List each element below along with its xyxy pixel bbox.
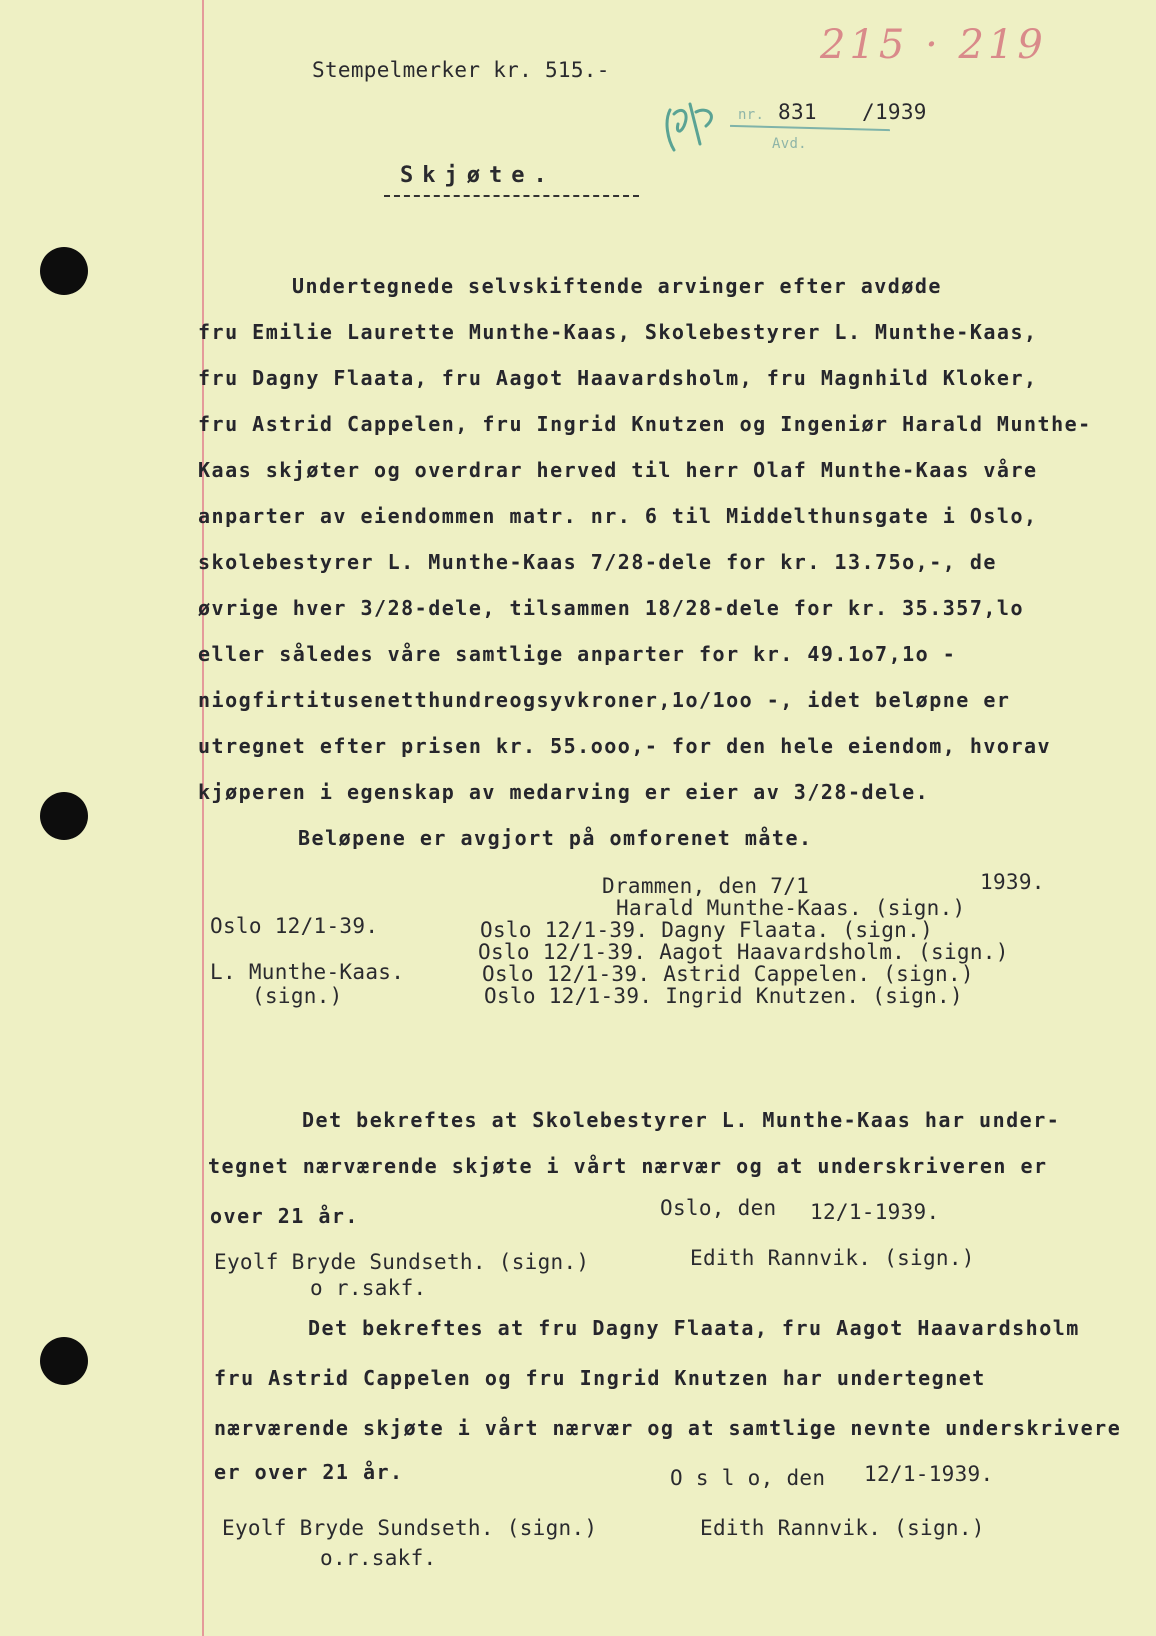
- record-number: 831: [778, 100, 817, 124]
- signature-place-date: Drammen, den 7/1: [602, 874, 810, 898]
- body-line: fru Dagny Flaata, fru Aagot Haavardsholm, fru Magnhild Kloker,: [198, 366, 1038, 390]
- punch-hole-top: [40, 247, 88, 295]
- signature-aagot: Oslo 12/1-39. Aagot Haavardsholm. (sign.): [478, 940, 1009, 964]
- settled-line: Beløpene er avgjort på omforenet måte.: [298, 826, 813, 850]
- stamp-rule: [730, 125, 890, 131]
- body-line: Undertegnede selvskiftende arvinger efter avdøde: [292, 274, 942, 298]
- body-line: fru Astrid Cappelen, fru Ingrid Knutzen og Ingeniør Harald Munthe-: [198, 412, 1092, 436]
- confirmation1-witness2: Edith Rannvik. (sign.): [690, 1246, 975, 1270]
- signature-ingrid: Oslo 12/1-39. Ingrid Knutzen. (sign.): [484, 984, 963, 1008]
- signature-astrid: Oslo 12/1-39. Astrid Cappelen. (sign.): [482, 962, 974, 986]
- margin-rule: [202, 0, 204, 1636]
- body-line: niogfirtitusenetthundreogsyvkroner,1o/1oo -, idet beløpne er: [198, 688, 1011, 712]
- confirmation2-line: fru Astrid Cappelen og fru Ingrid Knutzen har undertegnet: [214, 1366, 986, 1390]
- handwritten-reference: 215 · 219: [820, 22, 1047, 68]
- body-line: utregnet efter prisen kr. 55.ooo,- for den hele eiendom, hvorav: [198, 734, 1052, 758]
- confirmation2-line: er over 21 år.: [214, 1460, 404, 1484]
- confirmation2-line: Det bekreftes at fru Dagny Flaata, fru Aagot Haavardsholm: [308, 1316, 1080, 1340]
- title-underline: [384, 195, 639, 197]
- confirmation2-witness2: Edith Rannvik. (sign.): [700, 1516, 985, 1540]
- confirmation1-witness1-title: o r.sakf.: [310, 1276, 427, 1300]
- document-title: Skjøte.: [400, 163, 556, 188]
- signature-harald: Harald Munthe-Kaas. (sign.): [616, 896, 966, 920]
- confirmation2-line: nærværende skjøte i vårt nærvær og at samtlige nevnte underskrivere: [214, 1416, 1122, 1440]
- signature-year: 1939.: [980, 870, 1045, 894]
- confirmation2-place-date: O s l o, den: [670, 1466, 826, 1490]
- stamp-prefix: nr.: [738, 107, 765, 123]
- signature-lmk-sign: (sign.): [252, 984, 343, 1008]
- body-line: kjøperen i egenskap av medarving er eier av 3/28-dele.: [198, 780, 930, 804]
- confirmation1-date: 12/1-1939.: [810, 1200, 940, 1224]
- body-line: skolebestyrer L. Munthe-Kaas 7/28-dele for kr. 13.75o,-, de: [198, 550, 997, 574]
- confirmation1-place-date: Oslo, den: [660, 1196, 777, 1220]
- confirmation1-line: Det bekreftes at Skolebestyrer L. Munthe-Kaas har under-: [302, 1108, 1061, 1132]
- body-line: anparter av eiendommen matr. nr. 6 til Middelthunsgate i Oslo,: [198, 504, 1038, 528]
- confirmation2-witness1: Eyolf Bryde Sundseth. (sign.): [222, 1516, 598, 1540]
- confirmation1-line: over 21 år.: [210, 1204, 359, 1228]
- signature-dagny: Oslo 12/1-39. Dagny Flaata. (sign.): [480, 918, 934, 942]
- record-year: /1939: [862, 100, 927, 124]
- confirmation1-line: tegnet nærværende skjøte i vårt nærvær og at underskriveren er: [208, 1154, 1048, 1178]
- signature-oslo-left: Oslo 12/1-39.: [210, 914, 379, 938]
- body-line: eller således våre samtlige anparter for kr. 49.1o7,1o -: [198, 642, 957, 666]
- punch-hole-bottom: [40, 1337, 88, 1385]
- confirmation2-date: 12/1-1939.: [864, 1462, 994, 1486]
- confirmation2-witness1-title: o.r.sakf.: [320, 1546, 437, 1570]
- initials-mark-icon: [660, 92, 740, 154]
- signature-lmk-name: L. Munthe-Kaas.: [210, 960, 405, 984]
- body-line: Kaas skjøter og overdrar herved til herr Olaf Munthe-Kaas våre: [198, 458, 1038, 482]
- stamp-line: Stempelmerker kr. 515.-: [312, 58, 610, 82]
- body-line: øvrige hver 3/28-dele, tilsammen 18/28-dele for kr. 35.357,lo: [198, 596, 1025, 620]
- punch-hole-middle: [40, 792, 88, 840]
- confirmation1-witness1: Eyolf Bryde Sundseth. (sign.): [214, 1250, 590, 1274]
- stamp-label: Avd.: [772, 136, 807, 152]
- body-line: fru Emilie Laurette Munthe-Kaas, Skolebestyrer L. Munthe-Kaas,: [198, 320, 1038, 344]
